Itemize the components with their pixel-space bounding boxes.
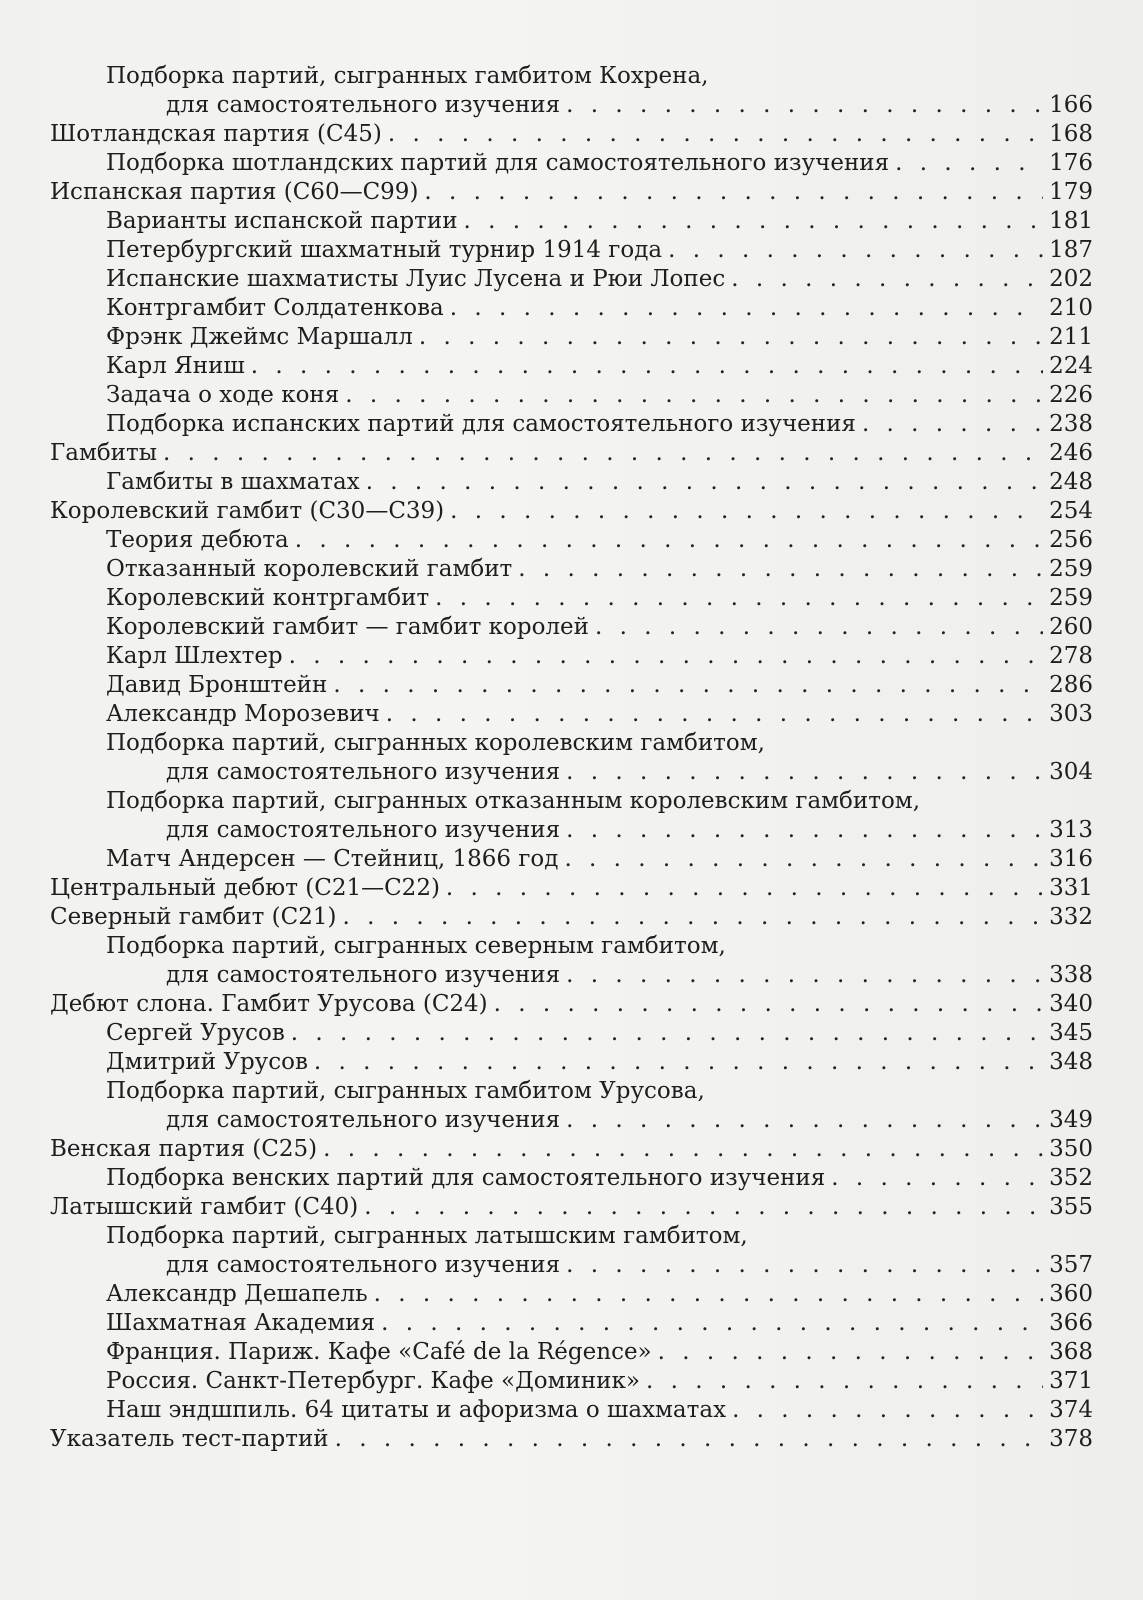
page-number: 350 [1049, 1136, 1093, 1162]
page-number: 181 [1049, 208, 1093, 234]
page-number: 304 [1049, 759, 1093, 785]
dot-leader [163, 439, 1043, 468]
page-number: 366 [1049, 1310, 1093, 1336]
dot-leader [862, 410, 1043, 439]
toc-entry-title: Испанские шахматисты Луис Лусена и Рюи Лопес [106, 266, 726, 292]
toc-entry-continuation: для самостоятельного изучения [166, 962, 561, 988]
toc-entry[interactable] [50, 874, 1093, 903]
dot-leader [566, 758, 1043, 787]
dot-leader [424, 178, 1043, 207]
toc-entry-title: Давид Бронштейн [106, 672, 328, 698]
toc-entry-title: Матч Андерсен — Стейниц, 1866 год [106, 846, 559, 872]
toc-entry-title: Подборка испанских партий для самостоятельного изучения [106, 411, 856, 437]
toc-entry[interactable] [166, 1106, 1093, 1135]
toc-entry[interactable] [50, 903, 1093, 932]
toc-entry-title: Александр Дешапель [106, 1281, 368, 1307]
page-number: 179 [1049, 179, 1093, 205]
dot-leader [731, 265, 1043, 294]
toc-entry-title: Центральный дебют (С21—С22) [50, 875, 440, 901]
toc-entry[interactable] [106, 1309, 1093, 1338]
page-number: 246 [1049, 440, 1093, 466]
toc-entry[interactable] [106, 1396, 1093, 1425]
page-number: 176 [1049, 150, 1093, 176]
toc-entry[interactable] [166, 758, 1093, 787]
toc-entry-continuation: для самостоятельного изучения [166, 817, 561, 843]
toc-entry[interactable] [50, 1425, 1093, 1454]
toc-entry-title: Подборка партий, сыгранных гамбитом Кохрена, [106, 63, 709, 89]
toc-entry-title: Указатель тест-партий [50, 1426, 329, 1452]
page-number: 303 [1049, 701, 1093, 727]
dot-leader [646, 1367, 1043, 1396]
toc-entry[interactable] [106, 671, 1093, 700]
page-number: 254 [1049, 498, 1093, 524]
dot-leader [658, 1338, 1043, 1367]
page-number: 259 [1049, 556, 1093, 582]
toc-entry[interactable] [106, 381, 1093, 410]
dot-leader [291, 1019, 1043, 1048]
toc-entry-title: Карл Шлехтер [106, 643, 283, 669]
toc-entry[interactable] [106, 1019, 1093, 1048]
page-number: 348 [1049, 1049, 1093, 1075]
dot-leader [494, 990, 1043, 1019]
page-number: 259 [1049, 585, 1093, 611]
toc-entry[interactable] [166, 1251, 1093, 1280]
page-number: 331 [1049, 875, 1093, 901]
page-number: 202 [1049, 266, 1093, 292]
toc-entry-title: Подборка партий, сыгранных гамбитом Урусова, [106, 1078, 705, 1104]
dot-leader [381, 1309, 1043, 1338]
toc-entry-title: Петербургский шахматный турнир 1914 года [106, 237, 663, 263]
toc-entry-title: Шотландская партия (С45) [50, 121, 382, 147]
toc-entry-title: Подборка шотландских партий для самостоятельного изучения [106, 150, 890, 176]
page-number: 168 [1049, 121, 1093, 147]
page-number: 211 [1049, 324, 1093, 350]
toc-entry[interactable] [50, 1135, 1093, 1164]
dot-leader [323, 1135, 1043, 1164]
dot-leader [364, 1193, 1043, 1222]
page-number: 357 [1049, 1252, 1093, 1278]
toc-entry-title: Венская партия (С25) [50, 1136, 318, 1162]
page-number: 340 [1049, 991, 1093, 1017]
toc-entry[interactable] [106, 526, 1093, 555]
dot-leader [464, 207, 1043, 236]
dot-leader [345, 381, 1043, 410]
dot-leader [419, 323, 1043, 352]
toc-entry[interactable] [106, 207, 1093, 236]
toc-entry-title: Гамбиты [50, 440, 158, 466]
dot-leader [566, 1251, 1043, 1280]
toc-entry[interactable] [106, 584, 1093, 613]
dot-leader [388, 120, 1043, 149]
page-number: 374 [1049, 1397, 1093, 1423]
toc-entry[interactable] [106, 323, 1093, 352]
page-number: 316 [1049, 846, 1093, 872]
dot-leader [335, 1425, 1043, 1454]
toc-entry-title: Подборка партий, сыгранных латышским гамбитом, [106, 1223, 748, 1249]
page-number: 313 [1049, 817, 1093, 843]
toc-entry[interactable] [106, 1048, 1093, 1077]
toc-entry-title: Контргамбит Солдатенкова [106, 295, 444, 321]
toc-entry-continuation: для самостоятельного изучения [166, 1107, 561, 1133]
toc-entry[interactable] [106, 1367, 1093, 1396]
toc-entry-title: Испанская партия (С60—С99) [50, 179, 419, 205]
page-number: 378 [1049, 1426, 1093, 1452]
dot-leader [435, 584, 1043, 613]
page-number: 278 [1049, 643, 1093, 669]
toc-entry-title: Фрэнк Джеймс Маршалл [106, 324, 413, 350]
dot-leader [386, 700, 1043, 729]
toc-entry-title: Франция. Париж. Кафе «Café de la Régence» [106, 1339, 652, 1365]
toc-entry-title: Теория дебюта [106, 527, 289, 553]
toc-entry-title: Королевский гамбит (С30—С39) [50, 498, 445, 524]
page-number: 166 [1049, 92, 1093, 118]
dot-leader [566, 1106, 1043, 1135]
toc-entry-continuation: для самостоятельного изучения [166, 92, 561, 118]
toc-entry-continuation: для самостоятельного изучения [166, 1252, 561, 1278]
toc-entry[interactable] [50, 1193, 1093, 1222]
toc-entry-title: Карл Яниш [106, 353, 245, 379]
page-number: 355 [1049, 1194, 1093, 1220]
toc-entry-title: Подборка партий, сыгранных королевским гамбитом, [106, 730, 765, 756]
dot-leader [374, 1280, 1043, 1309]
toc-entry[interactable] [106, 236, 1093, 265]
toc-entry[interactable] [106, 555, 1093, 584]
dot-leader [446, 874, 1043, 903]
dot-leader [566, 816, 1043, 845]
toc-entry[interactable] [106, 149, 1093, 178]
page-number: 248 [1049, 469, 1093, 495]
toc-entry[interactable] [106, 1338, 1093, 1367]
toc-entry-title: Королевский контргамбит [106, 585, 430, 611]
toc-entry[interactable] [106, 265, 1093, 294]
toc-entry-title: Варианты испанской партии [106, 208, 458, 234]
page-number: 332 [1049, 904, 1093, 930]
dot-leader [566, 91, 1043, 120]
page-number: 352 [1049, 1165, 1093, 1191]
page-number: 345 [1049, 1020, 1093, 1046]
page-number: 286 [1049, 672, 1093, 698]
page-number: 210 [1049, 295, 1093, 321]
page-number: 226 [1049, 382, 1093, 408]
toc-entry[interactable] [106, 1164, 1093, 1193]
toc-entry[interactable] [166, 816, 1093, 845]
dot-leader [668, 236, 1043, 265]
toc-entry[interactable] [106, 352, 1093, 381]
dot-leader [732, 1396, 1043, 1425]
toc-entry[interactable] [106, 700, 1093, 729]
toc-entry-title: Гамбиты в шахматах [106, 469, 360, 495]
page-number: 187 [1049, 237, 1093, 263]
toc-entry[interactable] [166, 961, 1093, 990]
toc-entry[interactable] [106, 1280, 1093, 1309]
page-number: 368 [1049, 1339, 1093, 1365]
page-number: 360 [1049, 1281, 1093, 1307]
toc-entry-title: Дебют слона. Гамбит Урусова (С24) [50, 991, 488, 1017]
page-number: 260 [1049, 614, 1093, 640]
toc-entry[interactable] [50, 497, 1093, 526]
dot-leader [251, 352, 1043, 381]
dot-leader [342, 903, 1043, 932]
toc-entry-title: Королевский гамбит — гамбит королей [106, 614, 589, 640]
toc-entry[interactable] [106, 845, 1093, 874]
toc-entry-title: Северный гамбит (С21) [50, 904, 337, 930]
dot-leader [366, 468, 1043, 497]
toc-entry[interactable] [106, 642, 1093, 671]
toc-entry-title: Отказанный королевский гамбит [106, 556, 513, 582]
toc-entry[interactable] [106, 410, 1093, 439]
toc-entry-title: Дмитрий Урусов [106, 1049, 308, 1075]
toc-entry[interactable] [50, 990, 1093, 1019]
toc-entry[interactable] [106, 613, 1093, 642]
toc-entry-title: Россия. Санкт-Петербург. Кафе «Доминик» [106, 1368, 640, 1394]
toc-entry[interactable] [106, 468, 1093, 497]
dot-leader [295, 526, 1043, 555]
toc-entry[interactable] [50, 120, 1093, 149]
dot-leader [314, 1048, 1043, 1077]
page-number: 349 [1049, 1107, 1093, 1133]
toc-entry-title: Подборка партий, сыгранных отказанным королевским гамбитом, [106, 788, 921, 814]
toc-entry-title: Подборка партий, сыгранных северным гамбитом, [106, 933, 726, 959]
dot-leader [595, 613, 1043, 642]
toc-entry[interactable] [166, 91, 1093, 120]
toc-entry-continuation: для самостоятельного изучения [166, 759, 561, 785]
toc-entry[interactable] [106, 294, 1093, 323]
toc-entry[interactable] [50, 178, 1093, 207]
dot-leader [831, 1164, 1043, 1193]
dot-leader [450, 497, 1043, 526]
dot-leader [566, 961, 1043, 990]
page-number: 256 [1049, 527, 1093, 553]
dot-leader [895, 149, 1043, 178]
page-number: 224 [1049, 353, 1093, 379]
toc-entry-title: Шахматная Академия [106, 1310, 376, 1336]
toc-entry-title: Латышский гамбит (С40) [50, 1194, 359, 1220]
toc-entry-title: Подборка венских партий для самостоятельного изучения [106, 1165, 826, 1191]
dot-leader [333, 671, 1043, 700]
dot-leader [289, 642, 1043, 671]
toc-entry-title: Александр Морозевич [106, 701, 380, 727]
toc-entry[interactable] [50, 439, 1093, 468]
page-number: 338 [1049, 962, 1093, 988]
page-number: 371 [1049, 1368, 1093, 1394]
dot-leader [450, 294, 1043, 323]
dot-leader [564, 845, 1043, 874]
toc-entry-title: Наш эндшпиль. 64 цитаты и афоризма о шахматах [106, 1397, 727, 1423]
dot-leader [518, 555, 1043, 584]
toc-entry-title: Задача о ходе коня [106, 382, 340, 408]
toc-entry-title: Сергей Урусов [106, 1020, 285, 1046]
page-number: 238 [1049, 411, 1093, 437]
